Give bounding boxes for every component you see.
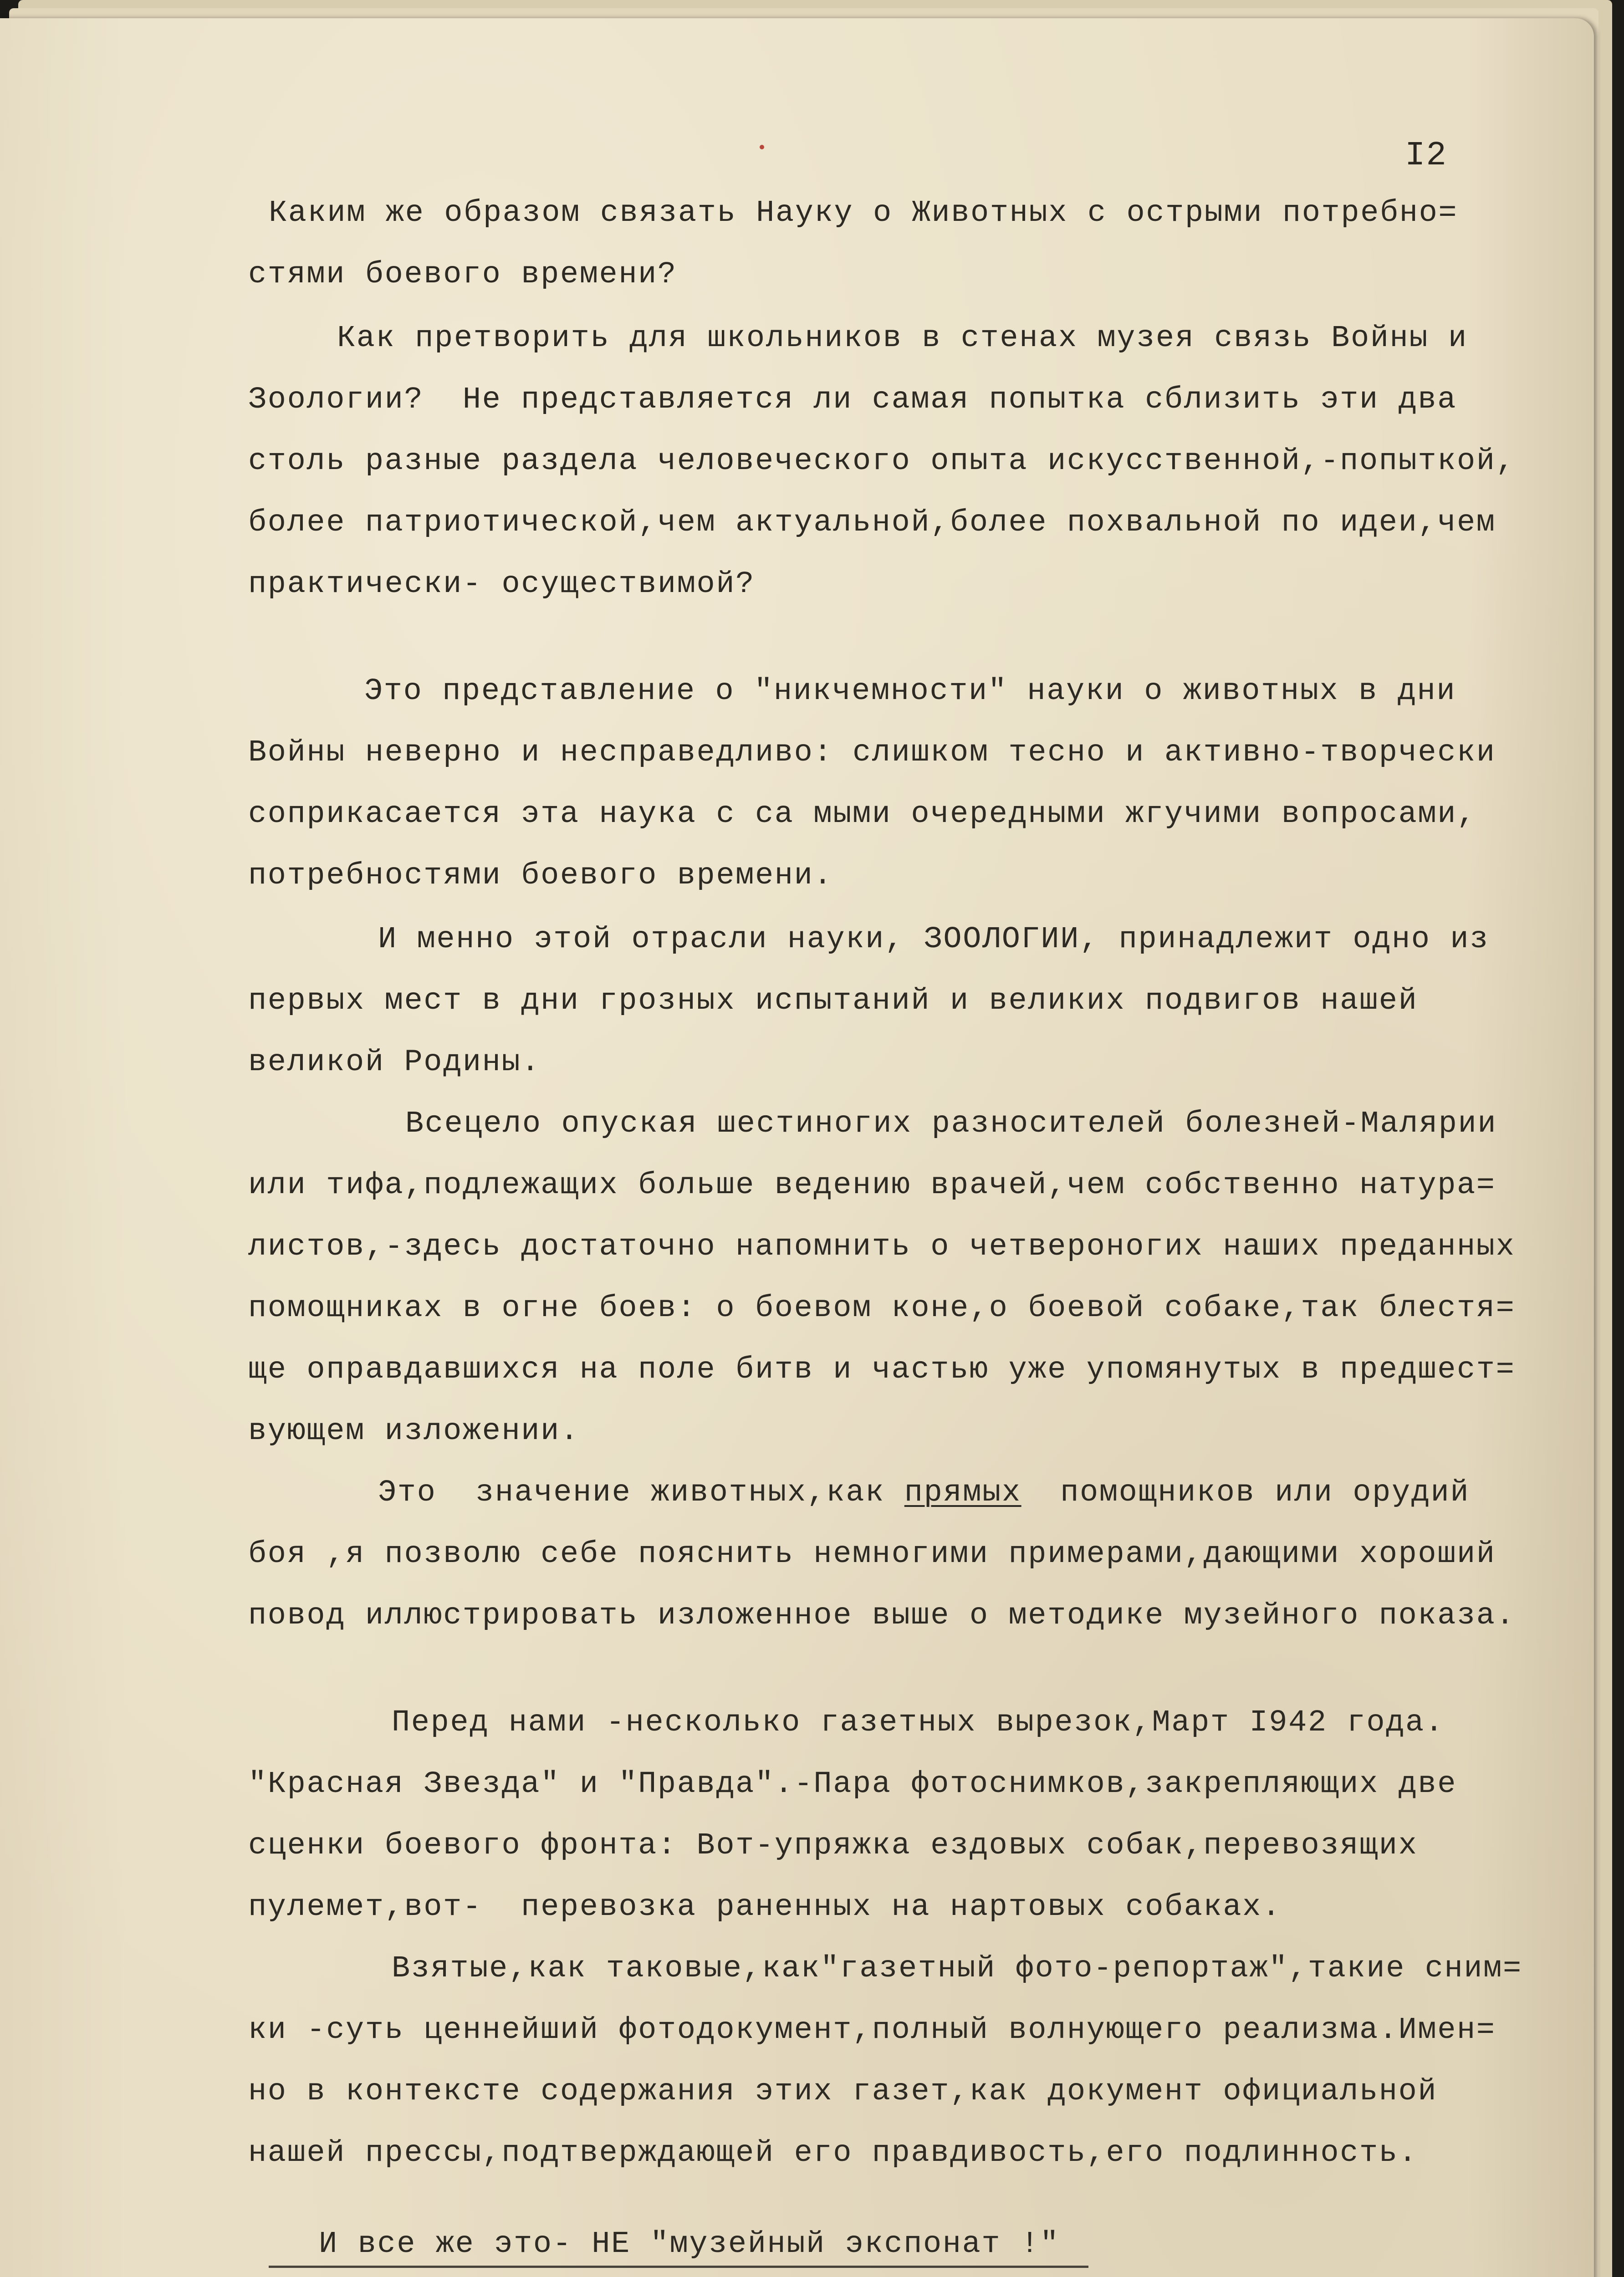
text-line	[378, 1475, 1470, 1510]
text-line: более патриотической,чем актуальной,более похвальной по идеи,чем	[248, 505, 1496, 540]
text-line: соприкасается эта наука с са мыми очередными жгучими вопросами,	[248, 797, 1476, 832]
text-line: помощниках в огне боев: о боевом коне,о боевой собаке,так блестя=	[248, 1291, 1516, 1326]
typewritten-text	[0, 18, 1594, 2277]
page-number: I2	[1405, 137, 1447, 175]
text-line: Зоологии? Не представляется ли самая попытка сблизить эти два	[248, 383, 1457, 417]
text-line: первых мест в дни грозных испытаний и великих подвигов нашей	[248, 984, 1418, 1018]
text-line: Перед нами -несколько газетных вырезок,Март I942 года.	[392, 1705, 1445, 1740]
text-line: практически- осуществимой?	[248, 567, 755, 602]
text-line: но в контексте содержания этих газет,как документ официальной	[248, 2074, 1438, 2109]
text-line: Каким же образом связать Науку о Животных с острыми потребно=	[269, 196, 1458, 230]
text-line: И менно этой отрасли науки, ЗООЛОГИИ, принадлежит одно из	[378, 922, 1489, 957]
text-line: Взятые,как таковые,как"газетный фото-репортаж",такие сним=	[392, 1951, 1522, 1986]
text-line: ще оправдавшихся на поле битв и частью уже упомянутых в предшест=	[248, 1353, 1516, 1387]
text-line: листов,-здесь достаточно напомнить о четвероногих наших преданных	[248, 1230, 1516, 1264]
text-line: "Красная Звезда" и "Правда".-Пара фотоснимков,закрепляющих две	[248, 1767, 1457, 1802]
text-line: стями боевого времени?	[248, 257, 677, 292]
text-line: Всецело опуская шестиногих разносителей болезней-Малярии	[405, 1107, 1497, 1141]
text-segment: помощников или орудий	[1021, 1475, 1470, 1510]
text-line: пулемет,вот- перевозка раненных на нартовых собаках.	[248, 1890, 1282, 1925]
text-line: боя ,я позволю себе пояснить немногими примерами,дающими хороший	[248, 1537, 1496, 1572]
text-line: сценки боевого фронта: Вот-упряжка ездовых собак,перевозящих	[248, 1828, 1418, 1863]
text-line: или тифа,подлежащих больше ведению врачей,чем собственно натура=	[248, 1168, 1496, 1203]
text-line: ки -суть ценнейший фотодокумент,полный волнующего реализма.Имен=	[248, 2013, 1496, 2047]
text-line: великой Родины.	[248, 1045, 541, 1080]
text-line: нашей прессы,подтверждающей его правдивость,его подлинность.	[248, 2136, 1418, 2170]
text-line: Как претворить для школьников в стенах музея связь Войны и	[337, 321, 1468, 356]
text-line: столь разные раздела человеческого опыта искусственной,-попыткой,	[248, 444, 1516, 479]
text-line: потребностями боевого времени.	[248, 858, 833, 893]
text-line: Войны неверно и несправедливо: слишком тесно и активно-творчески	[248, 735, 1496, 770]
underline-rule	[269, 2266, 1088, 2268]
document-page	[0, 18, 1594, 2277]
underlined-word: прямых	[904, 1475, 1021, 1510]
text-line: повод иллюстрировать изложенное выше о методике музейного показа.	[248, 1598, 1516, 1633]
text-line: И все же это- НЕ "музейный экспонат !"	[319, 2227, 1060, 2262]
text-line: Это представление о "никчемности" науки о животных в дни	[364, 674, 1456, 709]
text-segment: Это значение животных,как	[378, 1475, 904, 1510]
text-line: вующем изложении.	[248, 1414, 580, 1449]
